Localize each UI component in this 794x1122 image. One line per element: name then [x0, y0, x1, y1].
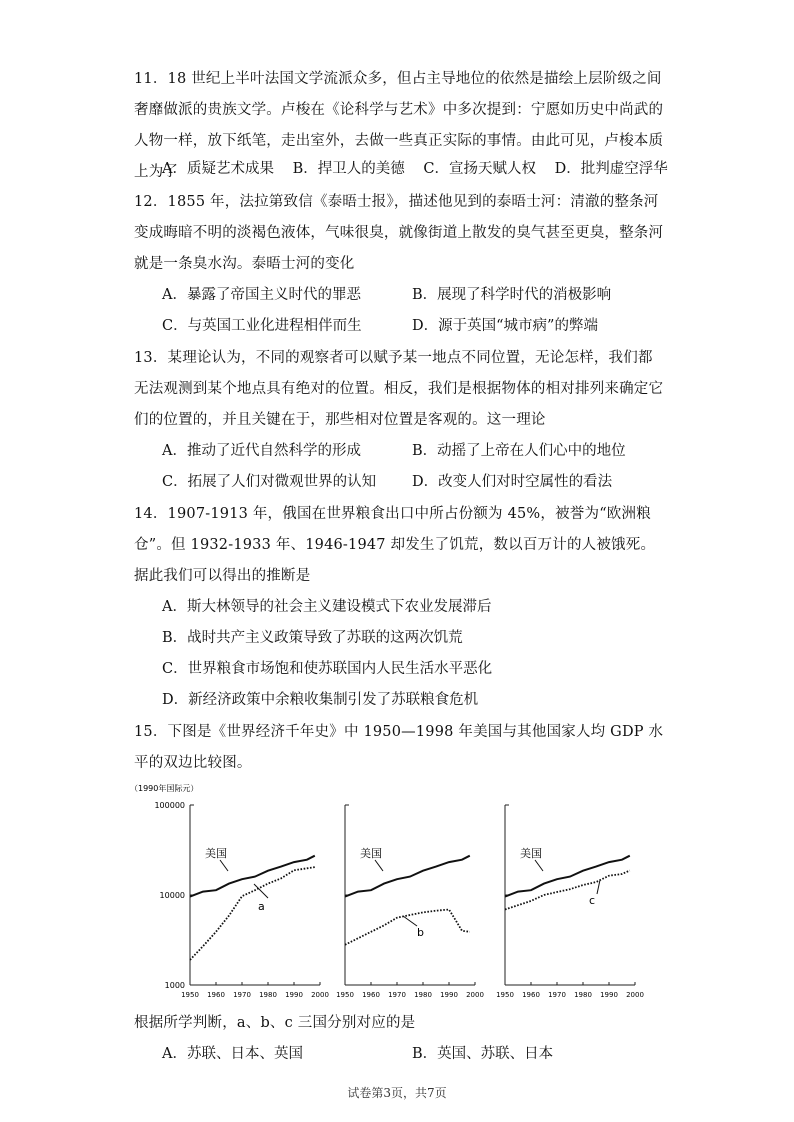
question-15 [134, 717, 664, 779]
x-tick-label: 1990 [285, 991, 303, 999]
q12-option-d: D．源于英国“城市病”的弊端 [412, 318, 598, 334]
x-tick-label: 1960 [207, 991, 225, 999]
question-13-options [162, 436, 626, 498]
x-tick-label: 1950 [181, 991, 199, 999]
q13-option-c: C．拓展了人们对微观世界的认知 [162, 474, 377, 490]
q15-option-b: B．英国、苏联、日本 [412, 1046, 554, 1062]
q14-option-c: C．世界粮食市场饱和使苏联国内人民生活水平恶化 [162, 661, 493, 677]
series-label-b: b [417, 926, 424, 939]
question-15-options [162, 1039, 553, 1070]
usa-arrow [535, 860, 543, 871]
q12-option-a: A．暴露了帝国主义时代的罪恶 [162, 287, 361, 303]
question-12-stem: 12．1855 年，法拉第致信《泰晤士报》，描述他见到的泰晤士河：清澈的整条河变成晦暗不明的淡褐色液体，气味很臭，就像街道上散发的臭气甚至更臭，整条河就是一条臭水沟。泰晤士河的变化 [134, 194, 664, 272]
q11-option-d: D．批判虚空浮华 [554, 161, 668, 177]
x-tick-label: 1960 [362, 991, 380, 999]
series-label-usa: 美国 [205, 847, 227, 860]
series-label-a: a [258, 900, 265, 913]
series-label-usa: 美国 [520, 847, 542, 860]
x-tick-label: 1970 [388, 991, 406, 999]
question-14-options [162, 592, 492, 716]
gdp-comparison-charts [130, 780, 670, 1005]
question-13-stem: 13．某理论认为，不同的观察者可以赋予某一地点不同位置，无论怎样，我们都无法观测到某个地点具有绝对的位置。相反，我们是根据物体的相对排列来确定它们的位置的，并且关键在于，那些相对位置是客观的。这一理论 [134, 350, 664, 428]
x-tick-label: 1980 [574, 991, 592, 999]
x-tick-label: 2000 [626, 991, 644, 999]
x-tick-label: 1970 [548, 991, 566, 999]
question-15-after: 根据所学判断，a、b、c 三国分别对应的是 [134, 1015, 416, 1031]
x-tick-label: 2000 [311, 991, 329, 999]
q12-option-b: B．展现了科学时代的消极影响 [412, 287, 612, 303]
x-tick-label: 1950 [496, 991, 514, 999]
series-line-a [190, 867, 315, 960]
question-12-options [162, 280, 611, 342]
q14-option-b: B．战时共产主义政策导致了苏联的这两次饥荒 [162, 630, 463, 646]
question-15-stem: 15．下图是《世界经济千年史》中 1950—1998 年美国与其他国家人均 GDP 水平的双边比较图。 [134, 724, 664, 771]
q13-option-a: A．推动了近代自然科学的形成 [162, 443, 361, 459]
x-tick-label: 1990 [600, 991, 618, 999]
x-tick-label: 1970 [233, 991, 251, 999]
q14-option-a: A．斯大林领导的社会主义建设模式下农业发展滞后 [162, 599, 492, 615]
x-tick-label: 1980 [259, 991, 277, 999]
page-footer: 试卷第3页，共7页 [347, 1086, 447, 1100]
x-tick-label: 1990 [440, 991, 458, 999]
usa-arrow [375, 860, 383, 871]
q11-option-b: B．捍卫人的美德 [292, 161, 405, 177]
question-14 [134, 499, 664, 592]
y-tick-label: 1000 [164, 981, 185, 990]
series-label-usa: 美国 [360, 847, 382, 860]
y-tick-label: 100000 [154, 801, 185, 810]
question-15-followup [134, 1008, 664, 1039]
x-tick-label: 1980 [414, 991, 432, 999]
series-line-b [345, 910, 470, 945]
question-11-options [162, 157, 682, 178]
q11-option-a: A．质疑艺术成果 [162, 161, 274, 177]
series-label-c: c [589, 894, 596, 907]
chart-ylabel: （1990年国际元） [130, 784, 199, 793]
q15-option-a: A．苏联、日本、英国 [162, 1046, 303, 1062]
q14-option-d: D．新经济政策中余粮收集制引发了苏联粮食危机 [162, 692, 479, 708]
annotation-arrow [254, 884, 268, 898]
x-tick-label: 1950 [336, 991, 354, 999]
y-tick-label: 10000 [159, 891, 185, 900]
q11-option-c: C．宣扬天赋人权 [423, 161, 536, 177]
x-tick-label: 1960 [522, 991, 540, 999]
question-11-stem: 11．18 世纪上半叶法国文学流派众多，但占主导地位的依然是描绘上层阶级之间奢靡做派的贵族文学。卢梭在《论科学与艺术》中多次提到：宁愿如历史中尚武的人物一样，放下纸笔，走出室外，去做一些真正实际的事情。由此可见，卢梭本质上为了 [134, 71, 664, 180]
q13-option-d: D．改变人们对时空属性的看法 [412, 474, 613, 490]
question-12 [134, 187, 664, 280]
q12-option-c: C．与英国工业化进程相伴而生 [162, 318, 362, 334]
question-14-stem: 14．1907-1913 年，俄国在世界粮食出口中所占份额为 45%，被誉为“欧洲粮仓”。但 1932-1933 年、1946-1947 却发生了饥荒，数以百万计的人被饿死。据此我们可以得出的推断是 [134, 506, 656, 584]
series-line-usa [345, 856, 470, 897]
question-13 [134, 343, 664, 436]
x-tick-label: 2000 [466, 991, 484, 999]
annotation-arrow [403, 916, 417, 926]
usa-arrow [220, 860, 228, 871]
q13-option-b: B．动摇了上帝在人们心中的地位 [412, 443, 626, 459]
